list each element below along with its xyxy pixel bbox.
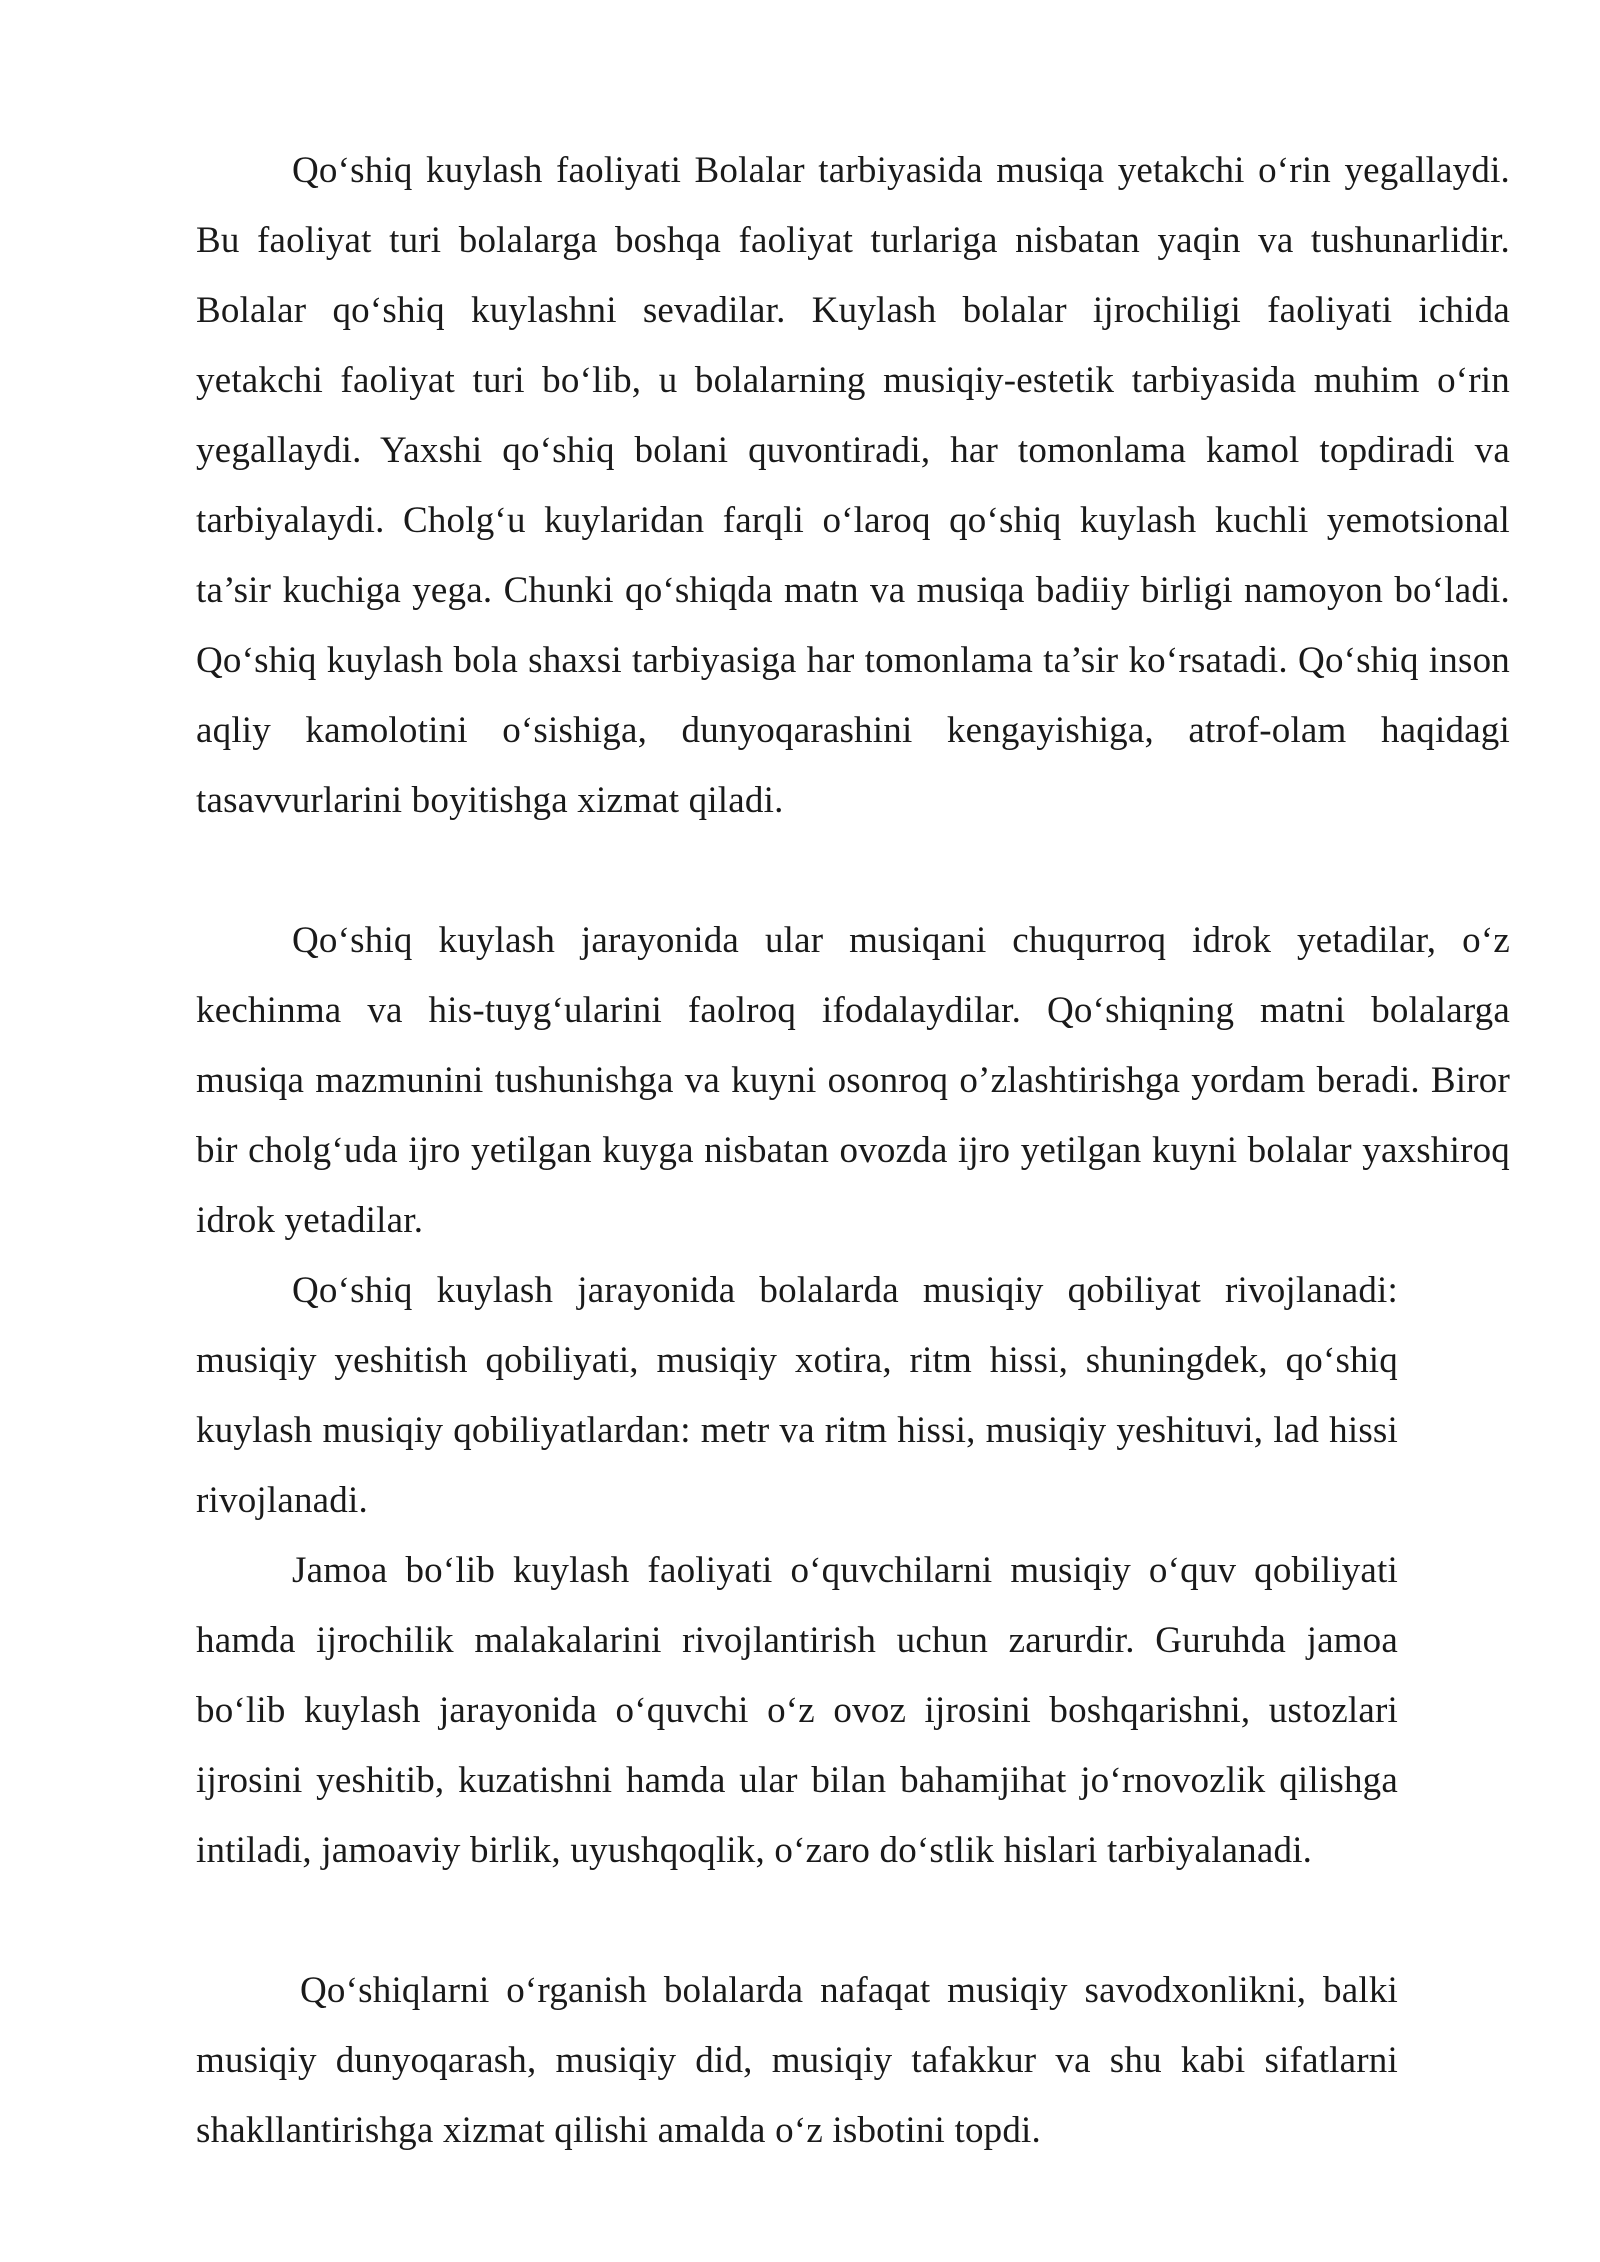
paragraph-2: Qo‘shiq kuylash jarayonida ular musiqani chuqurroq idrok yetadilar, o‘z kechinma va his-tuyg‘ularini faolroq ifodalaydilar. Qo‘shiqning matni bolalarga musiqa mazmunini tushunishga va kuyni osonroq o’zlashtirishga yordam beradi. Biror bir cholg‘uda ijro yetilgan kuyga nisbatan ovozda ijro yetilgan kuyni bolalar yaxshiroq idrok yetadilar.: [196, 920, 1510, 1241]
paragraph-5: Qo‘shiqlarni o‘rganish bolalarda nafaqat musiqiy savodxonlikni, balki musiqiy dunyoqarash, musiqiy did, musiqiy tafakkur va shu kabi sifatlarni shakllantirishga xizmat qilishi amalda o‘z isbotini topdi.: [196, 1970, 1398, 2151]
paragraph-4: Jamoa bo‘lib kuylash faoliyati o‘quvchilarni musiqiy o‘quv qobiliyati hamda ijrochilik malakalarini rivojlantirish uchun zarurdir. Guruhda jamoa bo‘lib kuylash jarayonida o‘quvchi o‘z ovoz ijrosini boshqarishni, ustozlari ijrosini yeshitib, kuzatishni hamda ular bilan bahamjihat jo‘rnovozlik qilishga intiladi, jamoaviy birlik, uyushqoqlik, o‘zaro do‘stlik hislari tarbiyalanadi.: [196, 1550, 1398, 1871]
paragraph-1: Qo‘shiq kuylash faoliyati Bolalar tarbiyasida musiqa yetakchi o‘rin yegallaydi. Bu faoliyat turi bolalarga boshqa faoliyat turlariga nisbatan yaqin va tushunarlidir. Bolalar qo‘shiq kuylashni sevadilar. Kuylash bolalar ijrochiligi faoliyati ichida yetakchi faoliyat turi bo‘lib, u bolalarning musiqiy-estetik tarbiyasida muhim o‘rin yegallaydi. Yaxshi qo‘shiq bolani quvontiradi, har tomonlama kamol topdiradi va tarbiyalaydi. Cholg‘u kuylaridan farqli o‘laroq qo‘shiq kuylash kuchli yemotsional ta’sir kuchiga yega. Chunki qo‘shiqda matn va musiqa badiiy birligi namoyon bo‘ladi. Qo‘shiq kuylash bola shaxsi tarbiyasiga har tomonlama ta’sir ko‘rsatadi. Qo‘shiq inson aqliy kamolotini o‘sishiga, dunyoqarashini kengayishiga, atrof-olam haqidagi tasavvurlarini boyitishga xizmat qiladi.: [196, 150, 1510, 821]
paragraph-3: Qo‘shiq kuylash jarayonida bolalarda musiqiy qobiliyat rivojlanadi: musiqiy yeshitish qobiliyati, musiqiy xotira, ritm hissi, shuningdek, qo‘shiq kuylash musiqiy qobiliyatlardan: metr va ritm hissi, musiqiy yeshituvi, lad hissi rivojlanadi.: [196, 1270, 1398, 1521]
